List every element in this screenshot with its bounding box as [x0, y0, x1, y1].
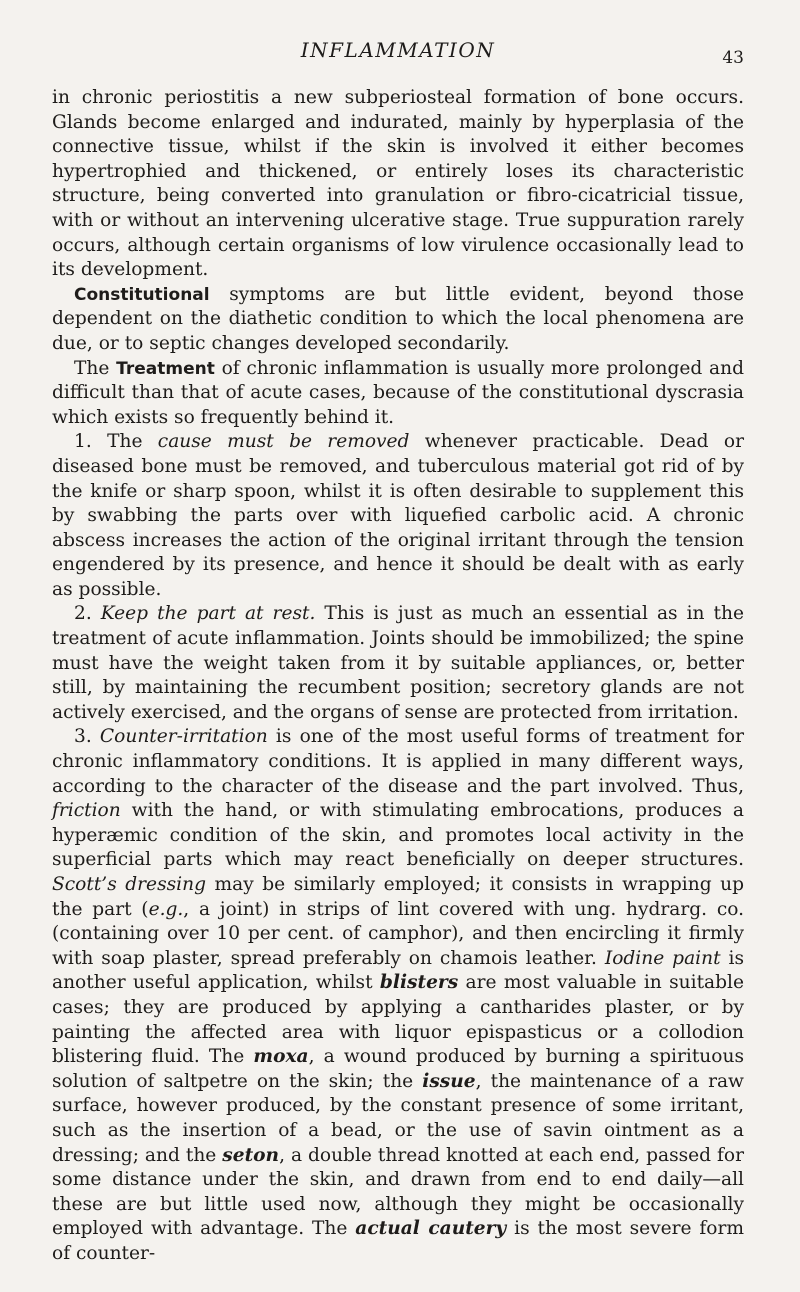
text-run: are most valuable in suitable cases; they are produced by applying a cantharides plaster, or by painting the affected area with liquor epispasticus or a collodion blistering fluid. The [52, 972, 744, 1068]
paragraph-lead: The [74, 357, 117, 379]
paragraph-text: This is just as much an essential as in the treatment of acute inflammation. Joints should be immobilized; the spine must have the weight taken from it by suitable appliances, or, better still, by maintaining the recumbent position; secretory glands are not actively exercised, and the organs of sense are protected from irritation. [52, 603, 745, 723]
body-text [52, 86, 744, 1267]
emphasis-counter-irritation: Counter-irritation [99, 726, 268, 748]
page-number: 43 [722, 48, 744, 68]
paragraph-constitutional [52, 283, 744, 357]
run-in-heading-treatment: Treatment [116, 358, 215, 379]
text-run: may be similarly employed; it consists in wrapping up the part ( [52, 874, 745, 920]
text-run: , the maintenance of a raw surface, however produced, by the constant presence of some irritant, such as the insertion of a bead, or the use of savin ointment as a dressing; and the [52, 1070, 744, 1166]
text-run: is another useful application, whilst [52, 947, 744, 994]
text-run: , a joint) in strips of lint covered with ung. hydrarg. co. (containing over 10 per cent. of camphor), and then encircling it firmly with soap plaster, spread preferably on chamois leather. [52, 898, 745, 969]
paragraph-treatment [52, 357, 744, 431]
paragraph-text: of chronic inflammation is usually more prolonged and difficult than that of acute cases, because of the constitutional dyscrasia which exists so frequently behind it. [52, 357, 744, 428]
paragraph-text: symptoms are but little evident, beyond those dependent on the diathetic condition to which the local phenomena are due, or to septic changes developed secondarily. [52, 283, 744, 354]
emphasis-seton: seton [222, 1144, 280, 1166]
text-run: with the hand, or with stimulating embrocations, produces a hyperæmic condition of the skin, and promotes local activity in the superficial parts which may react beneficially on deeper structures. [52, 800, 744, 871]
item-number: 3. [74, 726, 100, 748]
emphasis-keep-part-at-rest: Keep the part at rest. [100, 603, 316, 625]
emphasis-actual-cautery: actual cautery [355, 1218, 507, 1240]
emphasis-scotts-dressing: Scott’s dressing [52, 874, 206, 895]
text-run: , a wound produced by burning a spirituous solution of saltpetre on the skin; the [52, 1046, 744, 1092]
text-run: , a double thread knotted at each end, passed for some distance under the skin, and drawn from end to end daily—all these are but little used now, although they might be occasionally employed with advantage. The [52, 1144, 744, 1240]
emphasis-moxa: moxa [253, 1046, 309, 1068]
emphasis-iodine-paint: Iodine paint [604, 947, 721, 969]
emphasis-blisters: blisters [379, 972, 459, 994]
emphasis-issue: issue [422, 1070, 476, 1092]
text-run: is the most severe form of counter- [52, 1218, 745, 1264]
item-number: 2. [74, 603, 101, 625]
emphasis-eg: e.g. [148, 898, 184, 920]
paragraph-text: in chronic periostitis a new subperiosteal formation of bone occurs. Glands become enlarged and indurated, mainly by hyperplasia of the connective tissue, whilst if the skin is involved it either becomes hypertrophied and thickened, or entirely loses its characteristic structure, being converted into granulation or fibro-cicatricial tissue, with or without an intervening ulcerative stage. True suppuration rarely occurs, although certain organisms of low virulence occasionally lead to its development. [52, 87, 744, 281]
emphasis-friction: friction [52, 800, 121, 822]
paragraph-text: whenever practicable. Dead or diseased bone must be removed, and tuberculous material got rid of by the knife or sharp spoon, whilst it is often desirable to supplement this by swabbing the parts over with liquefied carbolic acid. A chronic abscess increases the action of the original irritant through the tension engendered by its presence, and hence it should be dealt with as early as possible. [52, 431, 744, 600]
paragraph-chronic-periostitis [52, 86, 744, 283]
running-title: INFLAMMATION [300, 38, 496, 62]
running-head [52, 0, 744, 86]
run-in-heading-constitutional: Constitutional [74, 284, 210, 305]
text-run: is one of the most useful forms of treatment for chronic inflammatory conditions. It is applied in many different ways, according to the character of the disease and the part involved. Thus, [52, 726, 745, 797]
paragraph-item-1 [52, 430, 744, 602]
item-number: 1. The [74, 431, 158, 453]
emphasis-cause-removed: cause must be removed [157, 431, 410, 453]
paragraph-item-2 [52, 602, 744, 725]
paragraph-item-3 [52, 725, 744, 1266]
